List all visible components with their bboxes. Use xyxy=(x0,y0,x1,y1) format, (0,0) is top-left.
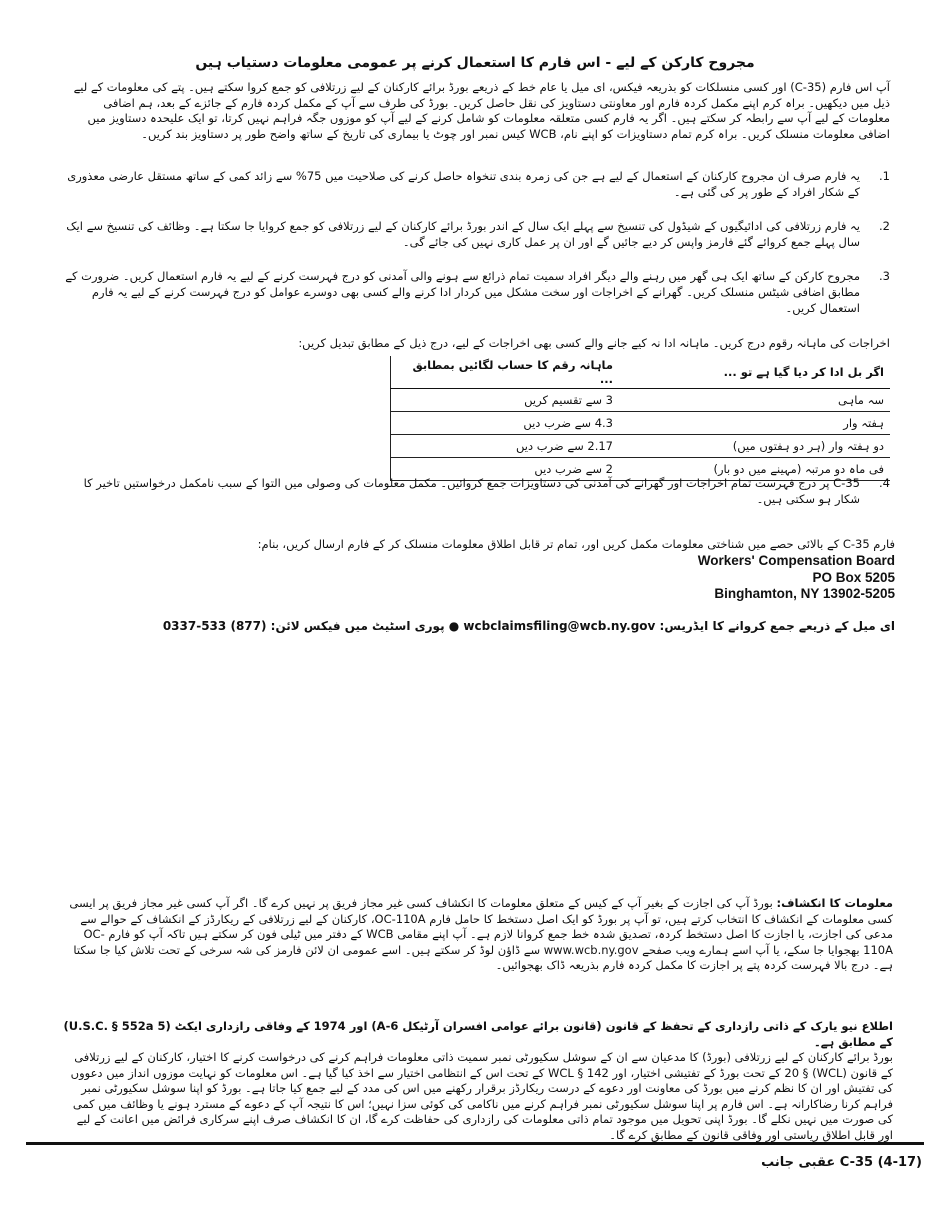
address-line: Workers' Compensation Board xyxy=(697,553,895,568)
page-title: مجروح کارکن کے لیے - اس فارم کا استعمال کرنے پر عمومی معلومات دستیاب ہیں xyxy=(195,55,755,71)
item-number: .2 xyxy=(879,219,890,233)
paid-cell: ہفتہ وار xyxy=(619,412,890,435)
disclosure-heading: معلومات کا انکشاف: xyxy=(776,896,893,910)
item-number: .1 xyxy=(879,169,890,183)
table-row xyxy=(391,412,891,435)
list-item xyxy=(60,168,890,200)
header-calc: ماہانہ رقم کا حساب لگائیں بمطابق ... xyxy=(391,356,620,389)
list-item xyxy=(60,475,890,507)
calc-cell: 3 سے تقسیم کریں xyxy=(391,389,620,412)
privacy-heading: اطلاع نیو یارک کے ذاتی رازداری کے تحفظ کے قانون (قانون برائے عوامی افسران آرٹیکل 6-A) اور 1974 کے وفاقی رازداری ایکٹ (5 U.S.C. § 552a) کے مطابق ہے۔ xyxy=(63,1019,893,1049)
address-line: Binghamton, NY 13902-5205 xyxy=(714,586,895,601)
mailing-address xyxy=(560,553,895,603)
calc-cell: 4.3 سے ضرب دیں xyxy=(391,412,620,435)
intro-paragraph: آپ اس فارم (C-35) اور کسی منسلکات کو بذریعہ فیکس، ای میل یا عام خط کے ذریعے بورڈ برائے کارکنان کے لیے زرتلافی کو جمع کروا سکتے ہیں۔ پتے کی معلومات کے لیے ذیل میں دیکھیں۔ براہ کرم اپنے مکمل کردہ فارم اور معاونتی دستاویز کی نقل حاصل کریں۔ بورڈ کی طرف سے آپ کے مکمل کردہ فارم کے جائزے کے بعد، ہم اضافی معلومات کے لیے آپ سے رابطہ کر سکتے ہیں۔ اگر یہ فارم کسی متعلقہ معلومات کو شامل کرنے کے لیے آپ کو موزوں جگہ فراہم نہیں کرتا، تو ایک علیحدہ دستاویز میں اضافی معلومات منسلک کریں۔ براہ کرم تمام دستاویزات کو اپنے نام، WCB کیس نمبر اور چوٹ یا بیماری کی تاریخ کے ساتھ واضح طور پر دستاویز بند کریں۔ xyxy=(73,80,890,141)
list-item xyxy=(60,268,890,316)
list-item xyxy=(60,218,890,250)
table-row xyxy=(391,389,891,412)
address-line: PO Box 5205 xyxy=(812,569,895,585)
footer-divider xyxy=(26,1142,924,1145)
item-text: مجروح کارکن کے ساتھ ایک ہی گھر میں رہنے والے دیگر افراد سمیت تمام ذرائع سے ہونے والی آمدنی کو درج فہرست کرنے کے لیے یہ فارم استعمال کریں۔ ضرورت کے مطابق اضافی شیٹس منسلک کریں۔ گھرانے کے اخراجات اور سخت مشکل میں کردار ادا کرنے والے کسی بھی دوسرے عوامل کو درج فہرست کرنے کے لیے یہ فارم استعمال کریں۔ xyxy=(65,269,860,315)
paid-cell: دو ہفتہ وار (ہر دو ہفتوں میں) xyxy=(619,435,890,458)
calc-cell: 2 سے ضرب دیں xyxy=(391,458,620,481)
conversion-table xyxy=(390,356,890,481)
privacy-section xyxy=(60,1019,893,1143)
form-footer-label: C-35 (4-17) عقبی جانب xyxy=(761,1155,922,1170)
item-number: .3 xyxy=(879,269,890,283)
table-row xyxy=(391,435,891,458)
item-number: .4 xyxy=(879,476,890,490)
disclosure-text: بورڈ آپ کی اجازت کے بغیر آپ کے کیس کے متعلق معلومات کا انکشاف کسی غیر مجاز فریق پر نہیں کرے گا۔ اگر آپ کسی غیر مجاز فریق پر ایسی کسی معلومات کے انکشاف کا انتخاب کرتے ہیں، تو آپ پر بورڈ کو ایک اصل دستخط کا حامل فارم OC-110A، کارکنان کے لیے زرتلافی کے ریکارڈز کے انکشاف کے حوالے سے مدعی کی اجازت، یا اجازت کا اصل دستخط کردہ، تصدیق شدہ خط جمع کروانا لازم ہے۔ آپ اپنے مقامی WCB کے دفتر میں ٹیلی فون کر سکتے ہیں تاکہ آپ کو فارم OC-110A بھجوایا جا سکے، یا آپ اسے ہمارے ویب صفحے www.wcb.ny.gov سے ڈاؤن لوڈ کر سکتے ہیں۔ اسے عمومی ان لائن فارمز کی شہ سرخی کے تحت تلاش کیا جا سکتا ہے۔ درج بالا فہرست کردہ پتے پر اجازت کا مکمل کردہ فارم بذریعہ ڈاک بھجوائیں۔ xyxy=(69,896,893,972)
table-header-row xyxy=(391,356,891,389)
conversion-instructions: اخراجات کی ماہانہ رقوم درج کریں۔ ماہانہ ادا نہ کیے جانے والے کسی بھی اخراجات کے لیے، درج ذیل کے مطابق تبدیل کریں: xyxy=(298,336,890,350)
item-text: یہ فارم صرف ان مجروح کارکنان کے استعمال کے لیے ہے جن کی زمرہ بندی تنخواہ حاصل کرنے کی صلاحیت میں 75% سے زائد کمی کے ساتھ مستقل عارضی معذوری کے شکار افراد کے طور پر کی گئی ہے۔ xyxy=(67,169,860,199)
item-text: یہ فارم زرتلافی کی ادائیگیوں کے شیڈول کی تنسیخ سے پہلے ایک سال کے اندر بورڈ برائے کارکنان کے لیے زرتلافی کو جمع کروایا جا سکتا ہے۔ وظائف کی تنسیخ سے ایک سال پہلے جمع کروائے گئے فارمز واپس کر دیے جائیں گے اور ان پر عمل کاری نہیں کی جائے گی۔ xyxy=(66,219,860,249)
item-text: C-35 پر درج فہرست تمام اخراجات اور گھرانے کی آمدنی کی دستاویزات جمع کروائیں۔ مکمل معلومات کی وصولی میں التوا کے سبب نامکمل درخواستیں تاخیر کا شکار ہو سکتی ہیں۔ xyxy=(83,476,860,506)
mailing-instructions: فارم C-35 کے بالائی حصے میں شناختی معلومات مکمل کریں اور، تمام تر قابل اطلاق معلومات منسلک کر کے فارم ارسال کریں، بنام: xyxy=(257,537,895,551)
calc-cell: 2.17 سے ضرب دیں xyxy=(391,435,620,458)
email-fax-line: ای میل کے ذریعے جمع کروانے کا ایڈریس: wcbclaimsfiling@wcb.ny.gov ● پوری اسٹیٹ میں فیکس لائن: (877) 533-0337 xyxy=(162,619,895,633)
header-paid: اگر بل ادا کر دیا گیا ہے تو ... xyxy=(619,356,890,389)
privacy-text: بورڈ برائے کارکنان کے لیے زرتلافی (بورڈ) کا مدعیان سے ان کے سوشل سکیورٹی نمبر سمیت ذاتی معلومات فراہم کرنے کی درخواست کرنے کا اختیار، کارکنان کے لیے زرتلافی کے قانون (WCL) § 20 کے تحت بورڈ کے تفتیشی اختیار، اور WCL § 142 کے تحت اس کے انتظامی اختیار سے اخذ کیا گیا ہے۔ اس معلومات کو نہایت موزوں انداز میں دعووں کی تفتیش اور ان کا نظم کرنے میں بورڈ کی معاونت اور دعوے کے درست ریکارڈز برقرار رکھنے میں اس کی مدد کے لیے جمع کیا جاتا ہے۔ بورڈ کو اپنا سوشل سکیورٹی نمبر فراہم کرنا رضاکارانہ ہے۔ اس فارم پر اپنا سوشل سکیورٹی نمبر فراہم کرنے میں ناکامی کی کوئی سزا نہیں؛ اس کا نتیجہ آپ کے دعوے کے مسترد ہونے یا وظائف میں کمی کی صورت میں نہیں نکلے گا۔ بورڈ اپنی تحویل میں موجود تمام ذاتی معلومات کی رازداری کی حفاظت کرے گا، ان کا انکشاف صرف اپنے سرکاری فرائض میں اعانت کے لیے اور قابل اطلاق ریاستی اور وفاقی قانون کے مطابق کرے گا۔ xyxy=(70,1050,893,1142)
paid-cell: فی ماہ دو مرتبہ (مہینے میں دو بار) xyxy=(619,458,890,481)
paid-cell: سہ ماہی xyxy=(619,389,890,412)
disclosure-section xyxy=(60,896,893,974)
